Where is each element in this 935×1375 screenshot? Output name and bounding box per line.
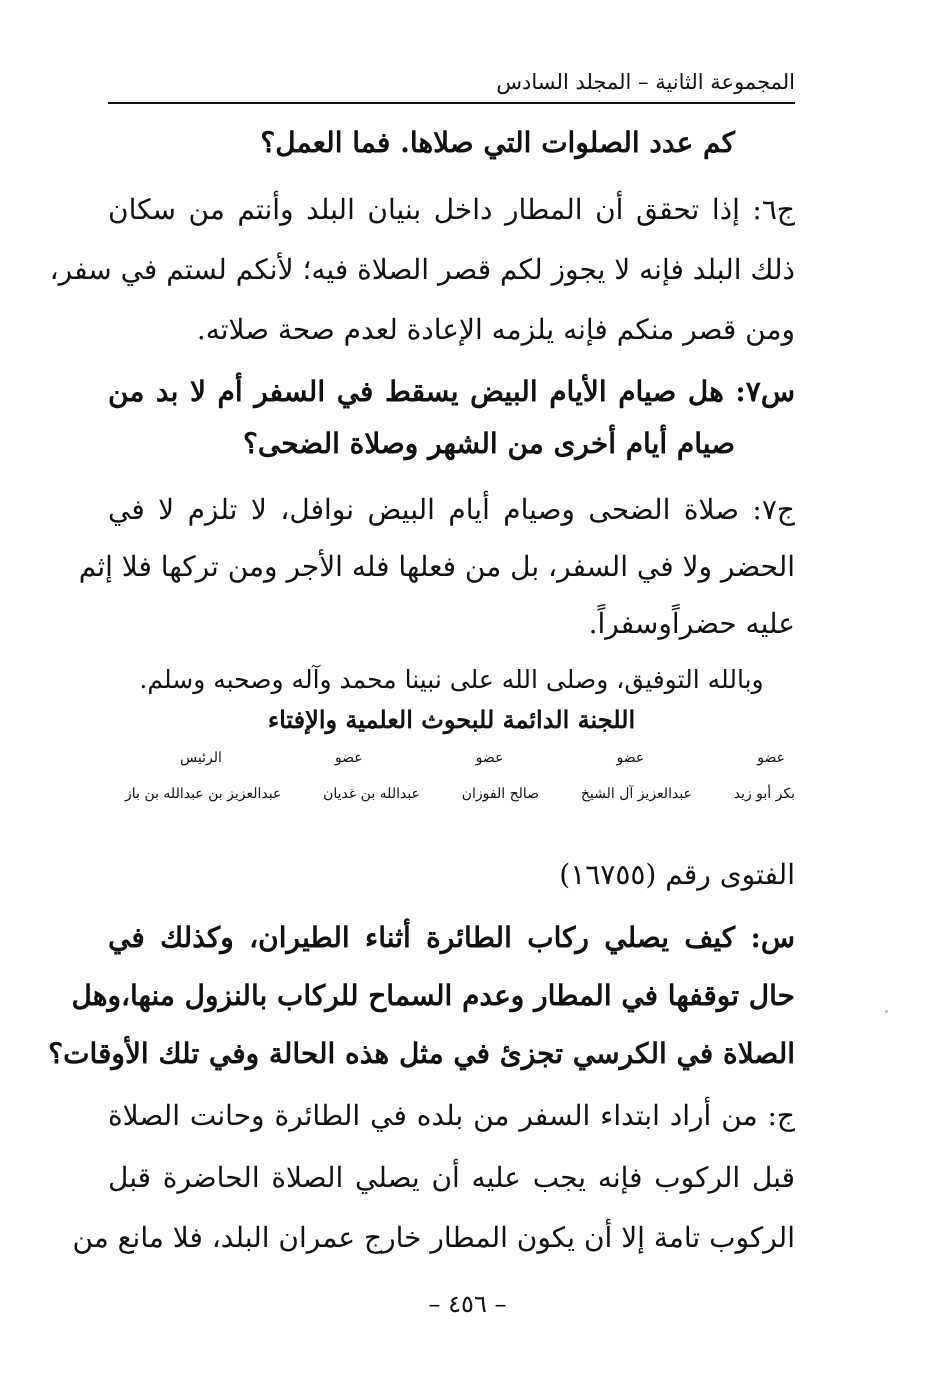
signatory-role: عضو xyxy=(334,750,363,766)
signatory-names xyxy=(125,786,795,812)
signatory-role: عضو xyxy=(757,750,785,766)
signatory-name: بكر أبو زيد xyxy=(733,786,795,802)
answer-line-3: الركوب تامة إلا أن يكون المطار خارج عمران البلد، فلا مانع من xyxy=(72,1221,795,1254)
answer-7-line-2: الحضر ولا في السفر، بل من فعلها فله الأجر ومن تركها فلا إثم xyxy=(78,550,795,583)
question-7-line-2: صيام أيام أخرى من الشهر وصلاة الضحى؟ xyxy=(243,427,735,460)
signatory-name: عبدالعزيز آل الشيخ xyxy=(580,786,692,802)
signatory-role: الرئيس xyxy=(180,750,222,766)
signatory-name: صالح الفوزان xyxy=(461,786,540,802)
question-line-2: حال توقفها في المطار وعدم السماح للركاب بالنزول منها،وهل xyxy=(71,979,795,1012)
signatory-role: عضو xyxy=(475,750,504,766)
question-line-1: س: كيف يصلي ركاب الطائرة أثناء الطيران، وكذلك في xyxy=(108,921,795,954)
answer-7-line-3: عليه حضراًوسفراً. xyxy=(588,607,795,640)
fatwa-number: الفتوى رقم (١٦٧٥٥) xyxy=(559,858,795,891)
answer-6-line-3: ومن قصر منكم فإنه يلزمه الإعادة لعدم صحة صلاته. xyxy=(196,313,795,346)
signatory-roles xyxy=(180,750,785,776)
answer-6-line-1: ج٦: إذا تحقق أن المطار داخل بنيان البلد وأنتم من سكان xyxy=(108,193,795,226)
answer-7-line-1: ج٧: صلاة الضحى وصيام أيام البيض نوافل، لا تلزم لا في xyxy=(108,493,795,526)
answer-line-1: ج: من أراد ابتداء السفر من بلده في الطائرة وحانت الصلاة xyxy=(108,1099,795,1132)
margin-speck xyxy=(885,1010,888,1013)
question-7-line-1: س٧: هل صيام الأيام البيض يسقط في السفر أم لا بد من xyxy=(108,375,795,408)
signatory-role: عضو xyxy=(616,750,645,766)
signatory-name: عبدالعزيز بن عبدالله بن باز xyxy=(125,786,282,802)
header-title: المجموعة الثانية – المجلد السادس xyxy=(488,70,795,94)
committee-name: اللجنة الدائمة للبحوث العلمية والإفتاء xyxy=(267,705,636,734)
signatory-name: عبدالله بن غديان xyxy=(323,786,420,802)
page-number: – ٤٥٦ – xyxy=(428,1290,507,1318)
answer-6-line-2: ذلك البلد فإنه لا يجوز لكم قصر الصلاة فيه؛ لأنكم لستم في سفر، xyxy=(49,253,795,286)
running-header xyxy=(108,62,795,104)
answer-line-2: قبل الركوب فإنه يجب عليه أن يصلي الصلاة الحاضرة قبل xyxy=(108,1161,795,1194)
question-line-3: الصلاة في الكرسي تجزئ في مثل هذه الحالة وفي تلك الأوقات؟ xyxy=(48,1037,795,1070)
closing-line: وبالله التوفيق، وصلى الله على نبينا محمد وآله وصحبه وسلم. xyxy=(139,665,764,694)
question-6-tail: كم عدد الصلوات التي صلاها. فما العمل؟ xyxy=(260,126,735,159)
